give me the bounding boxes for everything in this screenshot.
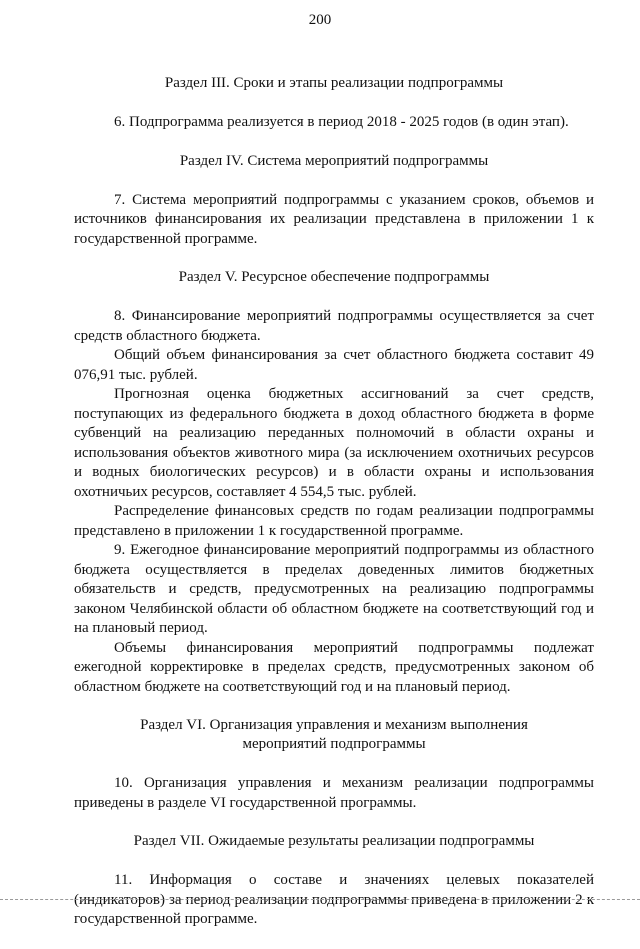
- paragraph: 11. Информация о составе и значениях целевых показателей (индикаторов) за период реализации подпрограммы приведена в приложении 2 к государственной программе.: [74, 872, 594, 927]
- document-section: [74, 268, 594, 697]
- document-section: [74, 716, 594, 813]
- document-section: [74, 74, 594, 133]
- section-heading: Раздел VI. Организация управления и механизм выполнения мероприятий подпрограммы: [140, 717, 528, 752]
- page-number: 200: [308, 12, 332, 28]
- paragraph: 10. Организация управления и механизм реализации подпрограммы приведены в разделе VI государственной программы.: [74, 775, 594, 811]
- document-body: [74, 74, 594, 949]
- document-section: [74, 832, 594, 930]
- paragraph: 7. Система мероприятий подпрограммы с указанием сроков, объемов и источников финансирования их реализации представлена в приложении 1 к государственной программе.: [74, 191, 594, 247]
- paragraph: Объемы финансирования мероприятий подпрограммы подлежат ежегодной корректировке в пределах средств, предусмотренных законом об областном бюджете на соответствующий год и на плановый период.: [74, 639, 594, 695]
- paragraph: 6. Подпрограмма реализуется в период 2018 - 2025 годов (в один этап).: [114, 114, 569, 130]
- document-section: [74, 152, 594, 250]
- section-heading: Раздел III. Сроки и этапы реализации подпрограммы: [164, 75, 504, 91]
- paragraph: 9. Ежегодное финансирование мероприятий подпрограммы из областного бюджета осуществляется в пределах доведенных лимитов бюджетных обязательств и средств, предусмотренных на реализацию подпрограммы законом Челябинской области об областном бюджете на соответствующий год и на плановый период.: [74, 542, 594, 636]
- paragraph: Прогнозная оценка бюджетных ассигнований за счет средств, поступающих из федерального бюджета в доход областного бюджета в форме субвенций на реализацию переданных полномочий в области охраны и использования объектов животного мира (за исключением охотничьих ресурсов и водных биологических ресурсов) и в области охраны и использования охотничьих ресурсов, составляет 4 554,5 тыс. рублей.: [74, 386, 594, 500]
- section-heading: Раздел VII. Ожидаемые результаты реализации подпрограммы: [133, 833, 535, 849]
- section-heading: Раздел V. Ресурсное обеспечение подпрограммы: [178, 269, 490, 285]
- scan-edge-line: [0, 899, 640, 900]
- paragraph: Распределение финансовых средств по годам реализации подпрограммы представлено в приложении 1 к государственной программе.: [74, 503, 594, 539]
- paragraph: Общий объем финансирования за счет областного бюджета составит 49 076,91 тыс. рублей.: [74, 347, 594, 383]
- section-heading: Раздел IV. Система мероприятий подпрограммы: [179, 152, 489, 169]
- paragraph: 8. Финансирование мероприятий подпрограммы осуществляется за счет средств областного бюджета.: [74, 308, 594, 344]
